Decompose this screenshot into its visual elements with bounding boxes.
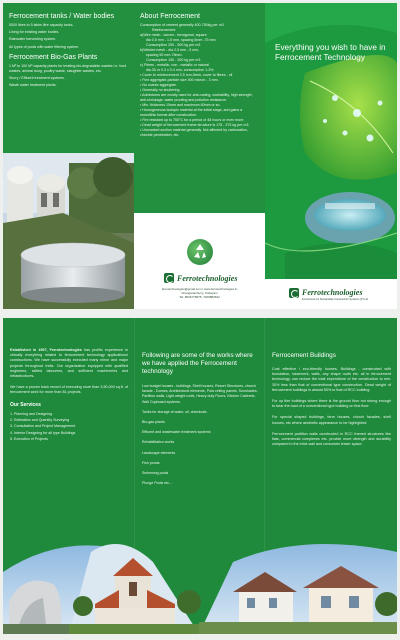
cover-title: Everything you wish to have in Ferrocement Technology	[275, 43, 386, 62]
logo-mark-icon	[164, 273, 174, 283]
list-item: 5. Execution of Projects	[10, 437, 48, 442]
buildings-paragraph: For up tiler buildings where there is the ground floor not strong enough to bear the load of a conventional type building on first floor.	[272, 399, 391, 409]
list-item: 4. Interior Designing for all type Buildings	[10, 430, 76, 435]
list-item: 2. Estimation and Quantity Surveying	[10, 418, 70, 423]
about-line: Reinforcement	[152, 28, 176, 32]
about-line: • Fire resistant up to 750°C for a period of 48 hours or even more.	[140, 118, 245, 122]
logo-wordmark: Ferrotechnologies	[177, 273, 238, 283]
about-line: • Uncracked section material generally. Not affected by carbonation, chloride penetration, etc.	[140, 128, 248, 137]
about-line: Consumption 150 - 300 kg per m3	[146, 58, 201, 62]
list-item: Effluent and wastewater treatment systems	[142, 430, 211, 435]
list-item: Lining for existing water bodies.	[9, 30, 60, 35]
list-item: Rainwater harvesting system.	[9, 37, 57, 42]
about-line: • Generally no shuttering.	[140, 88, 181, 92]
buildings-heading: Ferrocement Buildings	[272, 352, 336, 359]
list-item: 1. Planning and Designing	[10, 411, 52, 416]
brochure-outer-sheet	[3, 3, 397, 309]
track-record-paragraph: We have a proven track record of executing more than 3,50,000 sq.ft. of ferrocement work for more than 81 projects.	[10, 385, 128, 395]
tanks-list	[9, 23, 128, 50]
about-line: dia.35 or 0.3 x 0.4 mm, consumption 1-3%	[146, 68, 214, 72]
heading-about: About Ferrocement	[140, 13, 200, 20]
services-heading: Our Services	[10, 401, 41, 408]
recycle-icon	[187, 239, 213, 265]
logo-mark-icon	[289, 288, 299, 298]
tanks-photo	[3, 153, 134, 309]
works-heading: Following are some of the works where we have applied the Ferrocement technology	[142, 352, 253, 375]
list-item: Waste water treatment plants.	[9, 83, 57, 88]
list-item: Fish ponds	[142, 460, 160, 465]
intro-text: has prolific experience in virtually everything related to ferrocement technology applications/ constructions. We have successfully executed many minor and major projects throughout India. Our organization equipped with qualified engineers, skilled labourers, and sufficient machineries and infrastructures.	[10, 348, 128, 379]
heading-tanks: Ferrocement tanks / Water bodies	[9, 13, 115, 20]
buildings-paragraph: Cost effective / eco-friendly houses, Buildings - constructed with foundation, basement, walls, any shape roofs etc. all in ferrocement technology, can reduce the total expenditure of the construction to min. 30% less than that of conventional type construction. Dead weight of ferrocement buildings is almost 50% to that of RCC building.	[272, 367, 391, 392]
contact-line: Tel: 9846776875, 7025880632	[179, 295, 220, 299]
list-item: Rehabilitation works	[142, 440, 175, 445]
cover-logo	[289, 288, 397, 298]
contact-line: Changanacherry, Kottayam	[181, 291, 218, 295]
intro-paragraph	[10, 348, 128, 379]
about-section	[134, 3, 265, 213]
cover-logo-box	[265, 279, 397, 309]
panel-tanks-biogas	[3, 3, 134, 309]
contact-line: ferrotechnologies@gmail.com | www.ferrotechnologies.in	[161, 287, 238, 291]
about-line: spacing 50 mm-75mm.	[146, 53, 183, 57]
works-intro: Low budget houses - buildings, Shell houses, Resort Structures, church facade - Domes, Architectural elements, Pola ceiling panels, Sunshades, Partition walls, Light weight roofs, Heavy duty Floors, Kitchen Cabinets, Wall Cupboard systems.	[142, 384, 258, 404]
list-item: Bio-gas plants	[142, 420, 165, 425]
panel-cover	[265, 3, 397, 309]
about-line: • Dead weight of ferrocement frame structure is 175 - 375 kg per m3.	[140, 123, 250, 127]
list-item: 1 M³ to 100 M³ capacity plants for treating bio-degradable wastes i.e. food wastes, animal dung, poultry waste, slaughter wastes, etc.	[9, 63, 127, 74]
list-item: Tanks for storage of water, oil, chemicals	[142, 409, 207, 414]
about-line: • Cover to reinforcement 2.5 mm-5mm, cover to fibres - nil	[140, 73, 233, 77]
logo-subtitle: Ferrocement & Sustainable Construction Systems (P) Ltd	[302, 297, 368, 301]
about-line: • Homogeneous isotopic material at the initial stage, and gains a monolithic format after construction.	[140, 108, 243, 117]
buildings-paragraph: For special shaped buildings, farm houses, church facades, shell houses, etc where aesthetic appearance to be highlighted.	[272, 415, 391, 425]
about-line: a)Wire mesh - woven - hexagonal, square	[140, 33, 207, 37]
contact-info	[138, 287, 261, 299]
brochure-inner-sheet	[3, 318, 397, 634]
about-line: • No coarse aggregate.	[140, 83, 177, 87]
list-item: 5000 litres to 5 lakhs litre capacity tanks.	[9, 23, 74, 27]
buildings-photo-strip	[3, 532, 397, 634]
list-item: Landscape elements	[142, 450, 176, 455]
list-item: Swimming pools	[142, 471, 169, 476]
list-item: Plunge Pools etc...	[142, 481, 172, 486]
about-line: c) Fibres - metallic, non - metallic or natural	[140, 63, 209, 67]
list-item: All types of pools with water filtering system.	[9, 44, 80, 49]
services-list	[10, 411, 128, 443]
list-item: 3. Consultation and Project Management	[10, 424, 76, 429]
about-lines	[140, 23, 259, 138]
about-line: • Min. thickness 10mm and maximum 60mm or so.	[140, 103, 221, 107]
logo-wordmark: Ferrotechnologies	[302, 288, 363, 297]
biogas-list	[9, 64, 128, 89]
about-line: Consumption of cement generally 400-750kg per m3	[140, 23, 224, 27]
panel-about-ferrocement	[134, 3, 265, 309]
brand-logo	[164, 273, 237, 283]
about-line: dia 0.5 mm - 1.5 mm, spacing 6mm -75 mm.	[146, 38, 217, 42]
intro-bold: Established in 1997, Ferrotechnologies	[10, 348, 82, 352]
heading-biogas: Ferrocement Bio-Gas Plants	[9, 53, 98, 61]
about-line: • Fine aggregate-particle size 400 micron - 3 mm.	[140, 78, 219, 82]
list-item: Slurry / Effluent treatment systems.	[9, 76, 65, 81]
about-line: Consumption 250 - 500 kg per m3	[146, 43, 201, 47]
about-line: b)Welded mesh - dia 2.5 mm - 5 mm,	[140, 48, 200, 52]
about-line: • Admixtures are mostly used for anti-rusting, workability, high strength, anti-shrinkage, water proofing and pollution resistance.	[140, 93, 253, 102]
buildings-paragraph: Ferrocement partition walls constructed in RCC framed structures like flats, commercial complexes etc. provide more strength and durability compared to the brick wall and consumes lesser space.	[272, 431, 391, 447]
